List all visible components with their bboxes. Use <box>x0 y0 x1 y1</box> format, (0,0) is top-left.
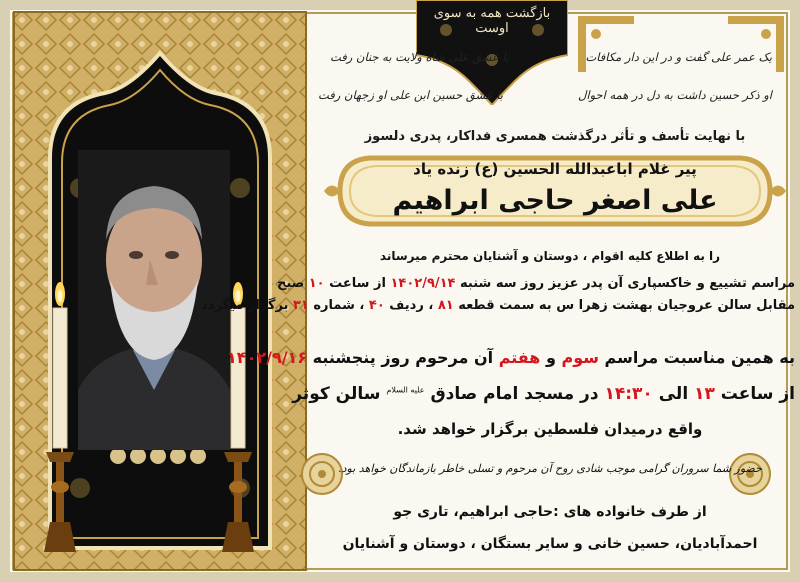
ornament-icon <box>726 14 786 74</box>
memorial-line-1: به همین مناسبت مراسم سوم و هفتم آن مرحوم روز پنجشنبه ۱۴۰۲/۹/۱۶ <box>227 348 795 367</box>
candle-icon <box>40 282 80 562</box>
memorial-line-2: از ساعت ۱۳ الی ۱۴:۳۰ در مسجد امام صادق $^{علیه السلام}$ سالن کوثر <box>292 384 795 404</box>
poem-line: با عشق حسین ابن علی او زجهان رفت <box>318 88 504 102</box>
intro-text: با نهایت تأسف و تأثر درگذشت همسری فداکار، پدری دلسوز <box>364 129 746 144</box>
poem-line: یک عمر علی گفت و در این دار مکافات <box>585 50 772 64</box>
funeral-line-2: مقابل سالن عروجیان بهشت زهرا س به سمت قطعه ۸۱ ، ردیف ۴۰ ، شماره ۳۱ برگزار میگردد <box>201 298 795 313</box>
note-text: حضور شما سروران گرامی موجب شادی روح آن مرحوم و تسلی خاطر بازماندگان خواهد بود. <box>338 462 762 475</box>
poem-line: با عشق علی شاه ولایت به جنان رفت <box>330 50 510 64</box>
memorial-line-3: واقع درمیدان فلسطین برگزار خواهد شد. <box>397 420 703 438</box>
families-line-1: از طرف خانواده های :حاجی ابراهیم، تاری جو <box>393 504 707 520</box>
candle-icon <box>218 282 258 562</box>
families-line-2: احمدآبادیان، حسین خانی و سایر بستگان ، دوستان و آشنایان <box>342 536 758 552</box>
poem-line: او ذکر حسین داشت به دل در همه احوال <box>578 88 772 102</box>
ornament-icon <box>576 14 636 74</box>
banner-text: بازگشت همه به سوی اوست <box>433 6 551 36</box>
deceased-name: علی اصغر حاجی ابراهیم <box>392 185 718 216</box>
funeral-line-1: مراسم تشییع و خاکسپاری آن پدر عزیز روز سه شنبه ۱۴۰۲/۹/۱۴ از ساعت ۱۰ صبح <box>276 276 795 291</box>
deceased-title: پیر غلام اباعبدالله الحسین (ع) زنده یاد <box>413 160 697 178</box>
announce-text: را به اطلاع کلیه اقوام ، دوستان و آشنایان محترم میرساند <box>379 249 721 263</box>
